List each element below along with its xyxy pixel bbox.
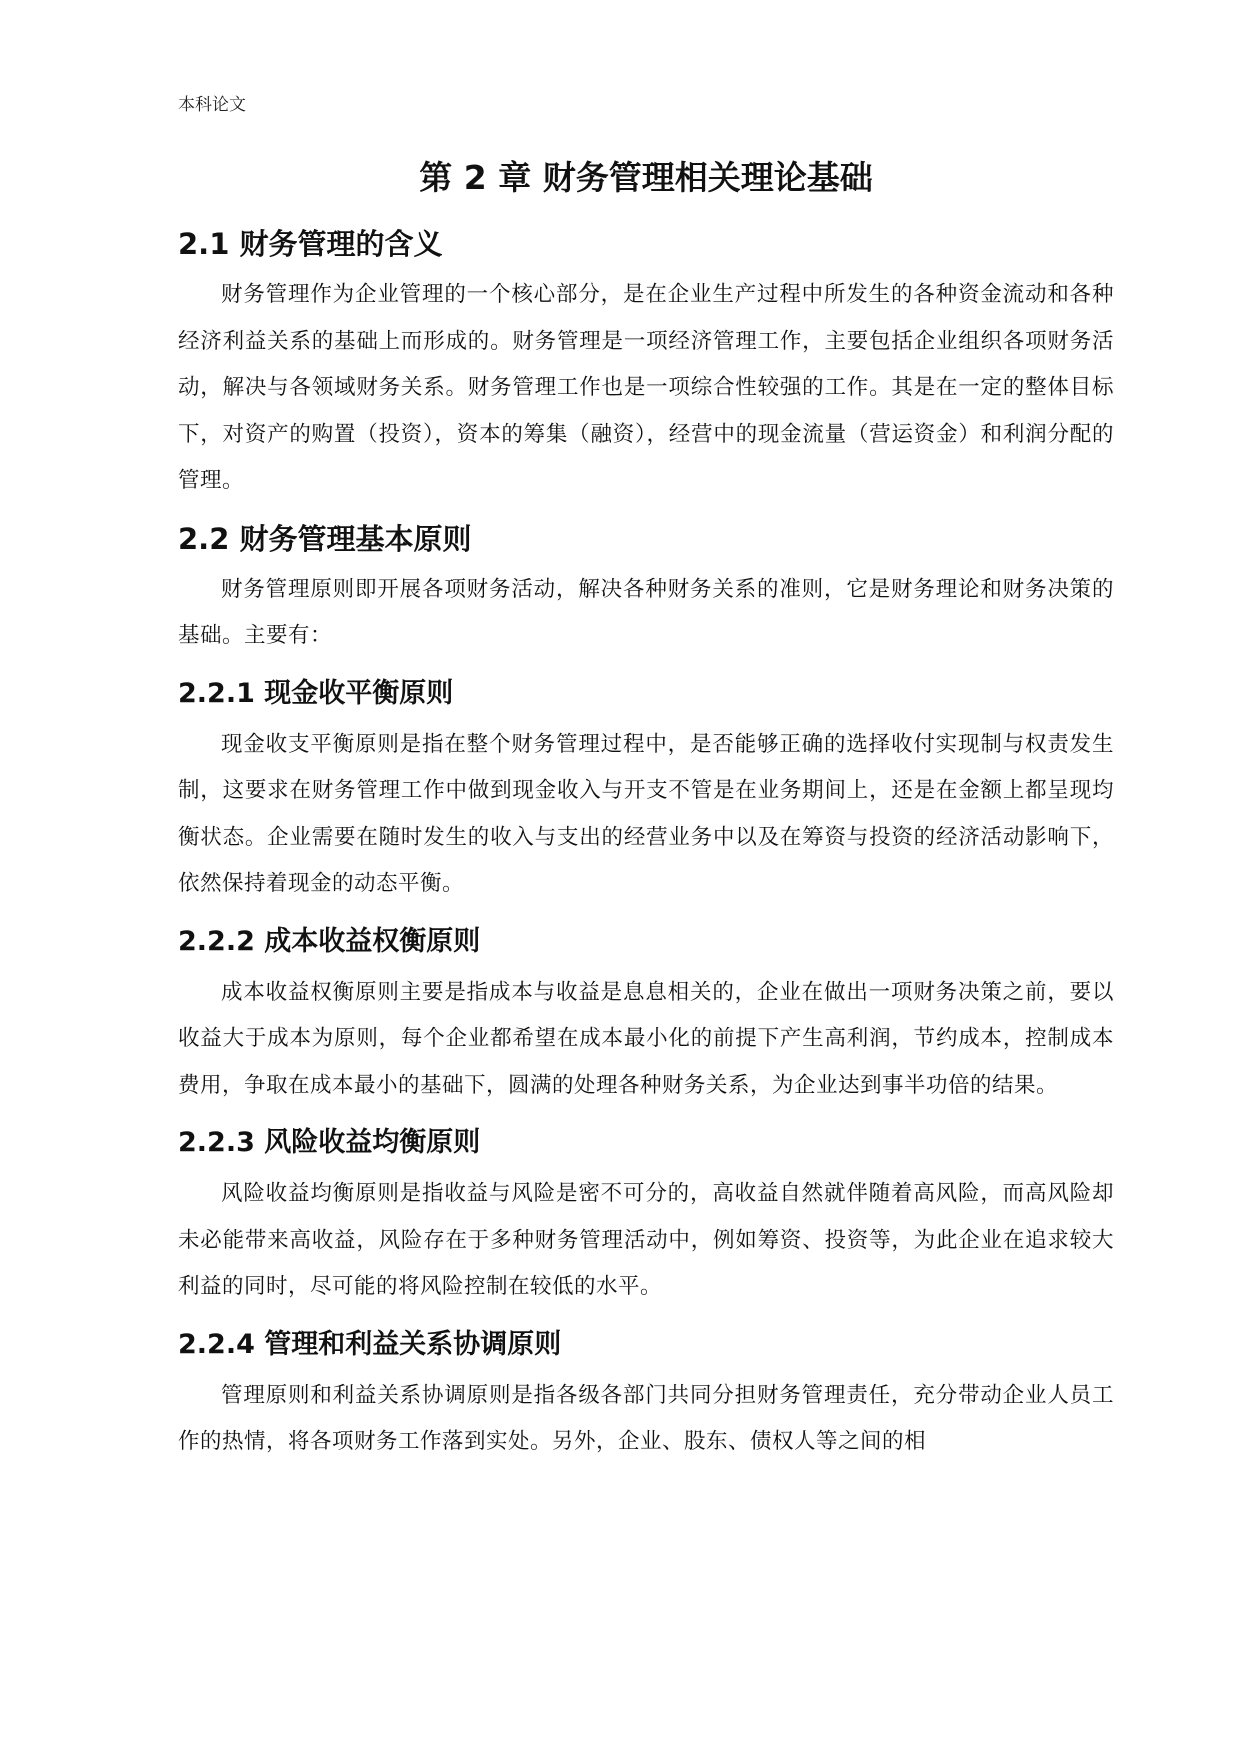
section-paragraph-2-2: 财务管理原则即开展各项财务活动，解决各种财务关系的准则，它是财务理论和财务决策的基础。主要有： <box>178 576 1114 648</box>
document-body <box>178 148 1114 1478</box>
subsection-paragraph-2-2-1: 现金收支平衡原则是指在整个财务管理过程中，是否能够正确的选择收付实现制与权责发生制，这要求在财务管理工作中做到现金收入与开支不管是在业务期间上，还是在金额上都呈现均衡状态。企业需要在随时发生的收入与支出的经营业务中以及在筹资与投资的经济活动影响下，依然保持着现金的动态平衡。 <box>178 731 1114 896</box>
subsection-heading-2-2-3: 2.2.3 风险收益均衡原则 <box>178 1127 481 1158</box>
subsection-heading-2-2-4: 2.2.4 管理和利益关系协调原则 <box>178 1328 562 1360</box>
section-heading-2-2: 2.2 财务管理基本原则 <box>178 521 472 556</box>
subsection-heading-2-2-1: 2.2.1 现金收平衡原则 <box>178 677 454 709</box>
chapter-title: 第 2 章 财务管理相关理论基础 <box>419 158 873 197</box>
subsection-paragraph-2-2-4: 管理原则和利益关系协调原则是指各级各部门共同分担财务管理责任，充分带动企业人员工作的热情，将各项财务工作落到实处。另外，企业、股东、债权人等之间的相 <box>178 1382 1114 1454</box>
page-header: 本科论文 <box>178 95 246 115</box>
subsection-paragraph-2-2-3: 风险收益均衡原则是指收益与风险是密不可分的，高收益自然就伴随着高风险，而高风险却未必能带来高收益，风险存在于多种财务管理活动中，例如筹资、投资等，为此企业在追求较大利益的同时，尽可能的将风险控制在较低的水平。 <box>178 1181 1114 1299</box>
subsection-paragraph-2-2-2: 成本收益权衡原则主要是指成本与收益是息息相关的，企业在做出一项财务决策之前，要以收益大于成本为原则，每个企业都希望在成本最小化的前提下产生高利润，节约成本，控制成本费用，争取在成本最小的基础下，圆满的处理各种财务关系，为企业达到事半功倍的结果。 <box>178 979 1114 1098</box>
section-paragraph-2-1: 财务管理作为企业管理的一个核心部分，是在企业生产过程中所发生的各种资金流动和各种经济利益关系的基础上而形成的。财务管理是一项经济管理工作，主要包括企业组织各项财务活动，解决与各领域财务关系。财务管理工作也是一项综合性较强的工作。其是在一定的整体目标下，对资产的购置（投资），资本的筹集（融资），经营中的现金流量（营运资金）和利润分配的管理。 <box>178 282 1114 493</box>
subsection-heading-2-2-2: 2.2.2 成本收益权衡原则 <box>178 925 481 957</box>
section-heading-2-1: 2.1 财务管理的含义 <box>178 227 443 261</box>
